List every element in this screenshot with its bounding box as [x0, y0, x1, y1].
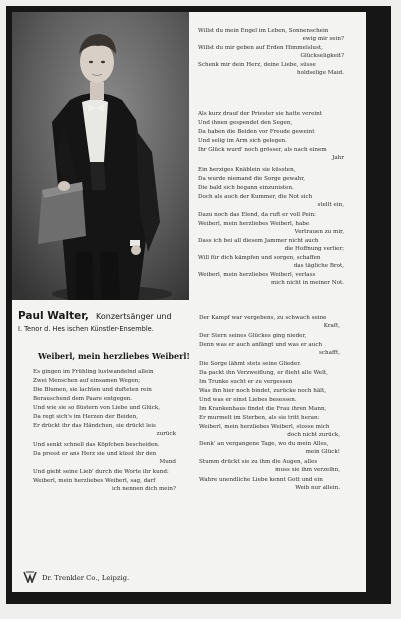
left-poem-line: Und giebt seine Lieb' durch die Worte ihr kund: — [33, 469, 169, 475]
right-text-line: Da wurde niemand die Sorge gewahr, — [198, 176, 306, 182]
right-poem-line: muss sie ihm verzeihn, — [275, 467, 340, 473]
right-text-line: Und ihnen gespendet den Segen, — [198, 120, 293, 126]
right-poem-line: schafft, — [319, 350, 340, 356]
right-poem-line: Stumm drückt sie zu ihm die Augen, alles — [199, 459, 318, 465]
right-text-line: Weiberl, mein herzliebes Weiberl, habe — [198, 221, 310, 227]
right-text-line: Jahr — [332, 155, 344, 161]
left-poem-line: Mund — [159, 459, 176, 465]
right-text-line: ewig mir sein? — [302, 36, 344, 42]
right-poem-line: mein Glück! — [305, 449, 340, 455]
left-poem-line: Und wie sie so flüstern von Liebe und Glück, — [33, 405, 161, 411]
left-poem-line: Da regt sich's im Herzen der Beiden, — [33, 414, 138, 420]
right-poem-line: Was ihn hier noch bindet, zurücke noch hält, — [199, 388, 326, 394]
right-poem-line: Da packt ihn Verzweiflung, er flieht alle Welt, — [199, 370, 328, 376]
right-poem-line: Er murmelt im Sterben, als sie tritt heran: — [199, 415, 320, 421]
right-text-line: Schenk mir dein Herz, deine Liebe, süsse — [198, 62, 316, 68]
singer-role: Konzertsänger und — [96, 312, 172, 321]
right-text-line: das tägliche Brot, — [293, 263, 344, 269]
left-poem-line: ich nennen dich mein? — [111, 486, 176, 492]
right-text-line: Und selig im Arm sich gelegen. — [198, 138, 287, 144]
right-text-line: Die bald sich begann einzunisten. — [198, 185, 294, 191]
right-poem-line: Weib nur allein. — [295, 485, 340, 491]
right-text-line: Dass ich bei all diesem Jammer nicht auch — [198, 238, 319, 244]
left-poem-line: Und senkt schnell das Köpfchen bescheiden. — [33, 442, 160, 448]
right-poem-line: Kraft, — [323, 323, 340, 329]
right-text-line: stellt ein, — [317, 202, 344, 208]
right-text-line: Ein herziges Knäblein sie küssten, — [198, 167, 296, 173]
right-poem-line: Im Krankenhaus findet die Frau ihren Mann, — [199, 406, 327, 412]
right-text-line: Da haben die Beiden vor Freude geweint — [198, 129, 315, 135]
portrait-photo — [12, 12, 189, 300]
left-poem-line: Zwei Menschen auf einsamen Wegen; — [33, 378, 141, 384]
right-text-line: Willst du mein Engel im Leben, Sonnenschein — [198, 28, 329, 34]
right-poem-line: Und was er einst Liebes besessen. — [199, 397, 297, 403]
right-poem-line: Denk' an vergangene Tage, wo du mein Alles, — [199, 441, 329, 447]
left-poem-line: Weiberl, mein herzliebes Weiberl, sag, darf — [33, 478, 156, 484]
singer-name: Paul Walter, — [18, 310, 89, 322]
right-text-line: Glückseligkeit? — [300, 53, 344, 59]
right-text-line: die Hoffnung verlier; — [284, 246, 344, 252]
right-text-line: Vertrauen zu mir, — [294, 229, 344, 235]
left-poem-line: Berauschend dem Paare entgegen. — [33, 396, 133, 402]
left-poem-line: Da presst er ans Herz sie und küsst ihr den — [33, 451, 157, 457]
right-text-line: Ihr Glück wurd' noch grösser, als nach einem — [198, 147, 327, 153]
right-poem-line: Die Sorge lähmt stets seine Glieder. — [199, 361, 302, 367]
right-text-line: Willst du mir geben auf Erden Himmelslust, — [198, 45, 323, 51]
right-text-line: Weiberl, mein herzliebes Weiberl, verlass — [198, 272, 316, 278]
right-text-line: Doch als auch der Kummer, die Not sich — [198, 194, 313, 200]
left-poem-line: Es gingen im Frühling lustwandelnd allein — [33, 369, 154, 375]
right-text-line: holdselige Maid. — [297, 70, 344, 76]
left-poem-line: zurück — [156, 431, 176, 437]
right-text-line: Dazu noch das Elend, da ruft er voll Pein: — [198, 212, 316, 218]
publisher-logo-icon — [23, 571, 37, 583]
left-poem-line: Er drückt ihr das Händchen, sie drückt leis — [33, 423, 156, 429]
ensemble-subtitle: I. Tenor d. Hes ischen Künstler-Ensemble. — [18, 325, 154, 333]
poem-title: Weiberl, mein herzliebes Weiberl! — [38, 351, 190, 361]
publisher-imprint: Dr. Trenkler Co., Leipzig. — [42, 574, 130, 582]
right-poem-line: Denn was er auch anfängt und was er auch — [199, 342, 323, 348]
right-poem-line: Der Kampf war vergebens, zu schwach seine — [199, 315, 327, 321]
right-text-line: mich nicht in meiner Not. — [271, 280, 344, 286]
right-poem-line: Wahre unendliche Liebe kennt Gott und ein — [199, 477, 323, 483]
right-text-line: Will für dich kämpfen und sorgen, schaffen — [198, 255, 321, 261]
right-poem-line: doch nicht zurück, — [287, 432, 340, 438]
right-poem-line: Der Stern seines Glückes ging nieder, — [199, 333, 307, 339]
right-poem-line: Weiberl, mein herzliebes Weiberl, stosse mich — [199, 424, 330, 430]
right-text-line: Als kurz drauf der Priester sie hatte vereint — [198, 111, 323, 117]
right-poem-line: Im Trunke sucht er zu vergessen — [199, 379, 293, 385]
left-poem-line: Die Blumen, sie lachten und dufteten rein — [33, 387, 152, 393]
